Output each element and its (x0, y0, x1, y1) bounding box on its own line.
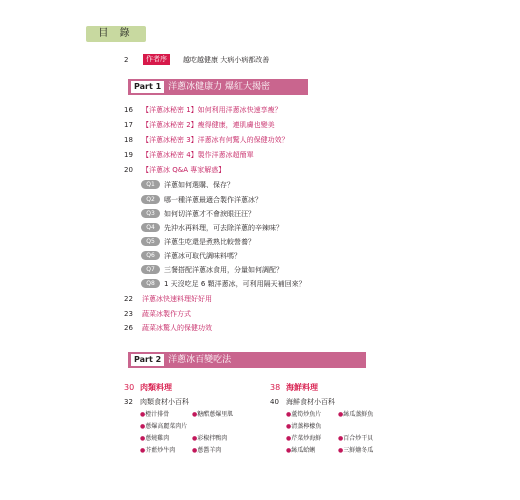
meat-sub: 肉類食材小百科 (140, 398, 189, 406)
entry-text: 【洋蔥冰秘密 2】瘦得健康，連肌膚也變美 (142, 121, 275, 129)
qa-badge: Q8 (141, 279, 160, 288)
qa-badge: Q6 (141, 251, 160, 260)
recipe-item: ●蔥爆高麗菜肉片 (140, 423, 188, 430)
part1-header (128, 79, 308, 95)
qa-text: 洋蔥如何選購、保存？ (164, 181, 234, 189)
entry-page: 23 (124, 310, 133, 318)
seafood-sub-page: 40 (270, 398, 279, 406)
meat-sub-page: 32 (124, 398, 133, 406)
qa-badge: Q2 (141, 195, 160, 204)
qa-text: 哪一種洋蔥最適合製作洋蔥冰？ (164, 196, 262, 204)
qa-badge: Q1 (141, 180, 160, 189)
part2-header (128, 352, 366, 368)
entry-text: 蔬菜冰驚人的保健功效 (142, 324, 212, 332)
recipe-item: ●橙汁排骨 (140, 411, 170, 418)
recipe-item: ●百合炒干貝 (338, 435, 374, 442)
entry-page: 16 (124, 106, 133, 114)
recipe-item: ●三鮮燴冬瓜 (338, 447, 374, 454)
qa-badge: Q4 (141, 223, 160, 232)
entry-page: 26 (124, 324, 133, 332)
entry-text: 【洋蔥冰 Q&A 專家解惑】 (142, 166, 226, 174)
entry-text: 洋蔥冰快速料理好好用 (142, 295, 212, 303)
qa-text: 1 天沒吃足 6 顆洋蔥冰，可利用隔天補回來？ (164, 280, 306, 288)
seafood-page: 38 (270, 383, 281, 392)
preface-title: 越吃越健康 大病小病都改善 (183, 56, 270, 64)
meat-title: 肉類料理 (140, 383, 172, 392)
qa-badge: Q5 (141, 237, 160, 246)
entry-text: 【洋蔥冰秘密 1】如何利用洋蔥冰快速享瘦？ (142, 106, 282, 114)
qa-text: 如何切洋蔥才不會淚眼汪汪？ (164, 210, 255, 218)
recipe-item: ●彩椒拌鴨肉 (192, 435, 228, 442)
entry-page: 20 (124, 166, 133, 174)
entry-page: 19 (124, 151, 133, 159)
seafood-sub: 海鮮食材小百科 (286, 398, 335, 406)
recipe-item: ●芥藍炒牛肉 (140, 447, 176, 454)
part2-title: 洋蔥冰百變吃法 (168, 355, 232, 365)
qa-text: 洋蔥生吃還是煮熟比較營養？ (164, 238, 255, 246)
toc-title: 目 錄 (86, 26, 146, 42)
entry-page: 18 (124, 136, 133, 144)
qa-text: 三餐搭配洋蔥冰食用，分量如何調配？ (164, 266, 283, 274)
part1-title: 洋蔥冰健康力 爆紅大揭密 (168, 82, 271, 92)
entry-page: 22 (124, 295, 133, 303)
meat-page: 30 (124, 383, 135, 392)
recipe-item: ●絲瓜蛤蜊 (286, 447, 316, 454)
preface-page: 2 (124, 56, 129, 64)
entry-text: 【洋蔥冰秘密 3】洋蔥冰有何驚人的保健功效？ (142, 136, 289, 144)
entry-text: 【洋蔥冰秘密 4】製作洋蔥冰超簡單 (142, 151, 254, 159)
recipe-item: ●蔥燒雞肉 (140, 435, 170, 442)
qa-text: 先沖水再料理，可去除洋蔥的辛辣味？ (164, 224, 283, 232)
recipe-item: ●糖醋蔥爆里肌 (192, 411, 234, 418)
recipe-item: ●蔥醬羊肉 (192, 447, 222, 454)
recipe-item: ●清蒸檸檬魚 (286, 423, 322, 430)
qa-badge: Q7 (141, 265, 160, 274)
entry-text: 蔬菜冰製作方式 (142, 310, 191, 318)
recipe-item: ●芹菜炒海鮮 (286, 435, 322, 442)
seafood-title: 海鮮料理 (286, 383, 318, 392)
qa-text: 洋蔥冰可取代調味料嗎？ (164, 252, 241, 260)
part2-label: Part 2 (131, 354, 164, 366)
recipe-item: ●絲瓜蒸鮮魚 (338, 411, 374, 418)
recipe-item: ●蘆筍炒魚片 (286, 411, 322, 418)
part1-label: Part 1 (131, 81, 164, 93)
preface-tag: 作者序 (143, 54, 170, 65)
entry-page: 17 (124, 121, 133, 129)
qa-badge: Q3 (141, 209, 160, 218)
